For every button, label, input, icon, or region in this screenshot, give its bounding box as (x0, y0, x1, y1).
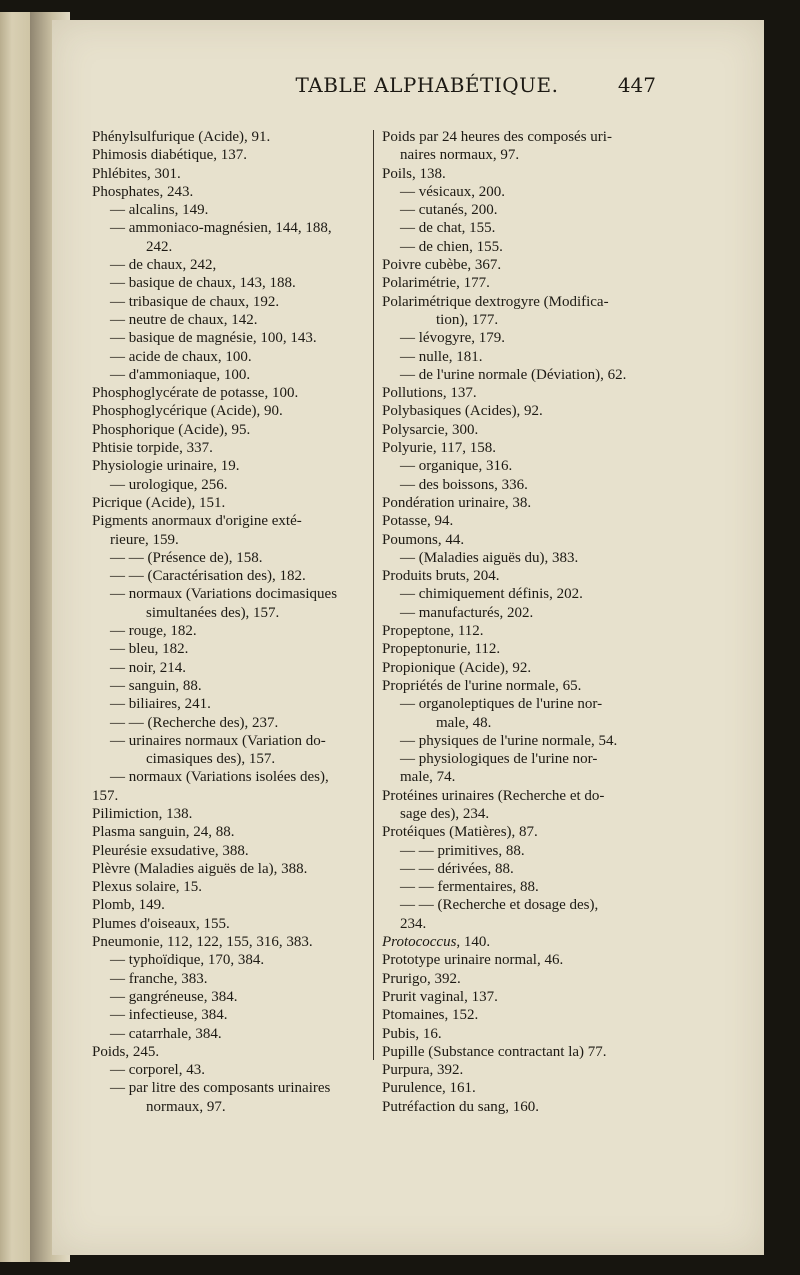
index-entry: — alcalins, 149. (110, 202, 209, 219)
index-entry: male, 74. (400, 769, 456, 786)
index-entry: — de chien, 155. (400, 238, 503, 255)
index-entry: — urinaires normaux (Variation do- (110, 732, 326, 749)
index-entry: Poids par 24 heures des composés uri- (382, 129, 612, 145)
index-entry: — — (Présence de), 158. (110, 549, 263, 566)
index-entry: — par litre des composants urinaires (110, 1080, 331, 1097)
index-entry: — de chat, 155. (400, 220, 496, 237)
index-entry: Prurit vaginal, 137. (382, 988, 498, 1005)
index-entry: Plomb, 149. (92, 897, 165, 914)
index-entry: — — dérivées, 88. (400, 860, 514, 877)
index-entry: — des boissons, 336. (400, 476, 528, 493)
index-entry: Phosphoglycérique (Acide), 90. (92, 403, 283, 420)
index-entry: Phosphorique (Acide), 95. (92, 421, 251, 438)
index-entry: — normaux (Variations isolées des), (110, 769, 329, 786)
index-entry: Phlébites, 301. (92, 165, 181, 182)
index-entry: — organoleptiques de l'urine nor- (400, 696, 603, 713)
index-entry: Phosphoglycérate de potasse, 100. (92, 385, 299, 402)
index-entry: — — (Recherche des), 237. (110, 714, 279, 731)
index-entry: simultanées des), 157. (146, 604, 280, 621)
index-entry: — noir, 214. (110, 659, 187, 676)
index-entry: — basique de chaux, 143, 188. (110, 275, 296, 292)
index-entry: — de chaux, 242, (110, 257, 217, 274)
index-entry: Pupille (Substance contractant la) 77. (382, 1043, 607, 1060)
index-entry: — organique, 316. (400, 458, 513, 475)
index-entry: — franche, 383. (110, 970, 208, 987)
index-entry: Poivre cubèbe, 367. (382, 257, 502, 274)
index-entry: Pneumonie, 112, 122, 155, 316, 383. (92, 934, 313, 951)
index-entry: Physiologie urinaire, 19. (92, 458, 240, 475)
index-entry: Pollutions, 137. (382, 385, 477, 402)
index-entry: — corporel, 43. (110, 1062, 205, 1079)
index-entry: tion), 177. (436, 311, 499, 328)
index-column-right (382, 128, 654, 1116)
index-entry: Phtisie torpide, 337. (92, 440, 213, 457)
index-entry: Picrique (Acide), 151. (92, 494, 226, 511)
index-entry: naires normaux, 97. (400, 147, 520, 164)
page-number: 447 (617, 73, 656, 97)
index-entry: — — primitives, 88. (400, 842, 525, 859)
index-entry: — ammoniaco-magnésien, 144, 188, (110, 220, 332, 237)
index-entry: Pleurésie exsudative, 388. (92, 842, 249, 859)
index-entry: — neutre de chaux, 142. (110, 311, 258, 328)
index-entry: — chimiquement définis, 202. (400, 586, 583, 603)
index-entry: — (Maladies aiguës du), 383. (400, 549, 579, 566)
column-divider (373, 130, 374, 1060)
index-entry: Polybasiques (Acides), 92. (382, 403, 543, 420)
index-entry: Pubis, 16. (382, 1025, 442, 1042)
index-entry: — acide de chaux, 100. (110, 348, 252, 365)
index-entry: — d'ammoniaque, 100. (110, 366, 251, 383)
index-entry: — physiologiques de l'urine nor- (400, 751, 598, 768)
index-entry: Protéiques (Matières), 87. (382, 824, 538, 841)
index-entry: Propeptonurie, 112. (382, 641, 501, 658)
index-entry: Plasma sanguin, 24, 88. (92, 824, 235, 841)
index-entry: Poids, 245. (92, 1043, 160, 1060)
index-entry: Propionique (Acide), 92. (382, 659, 532, 676)
index-entry: — — (Recherche et dosage des), (400, 897, 599, 914)
index-entry: Propeptone, 112. (382, 623, 484, 640)
index-entry: cimasiques des), 157. (146, 751, 276, 768)
index-entry: Ptomaines, 152. (382, 1007, 479, 1024)
index-entry: Phosphates, 243. (92, 183, 194, 200)
index-entry: — catarrhale, 384. (110, 1025, 222, 1042)
index-entry: Prurigo, 392. (382, 970, 461, 987)
index-entry: Pigments anormaux d'origine exté- (92, 513, 302, 530)
index-entry: Poumons, 44. (382, 531, 465, 548)
index-entry: 157. (92, 787, 119, 804)
index-entry: Polyurie, 117, 158. (382, 440, 497, 457)
index-entry: — de l'urine normale (Déviation), 62. (400, 366, 627, 383)
index-entry: Purulence, 161. (382, 1080, 476, 1097)
index-entry: — bleu, 182. (110, 641, 189, 658)
index-entry: — biliaires, 241. (110, 696, 211, 713)
index-entry: normaux, 97. (146, 1098, 226, 1115)
index-entry: Pondération urinaire, 38. (382, 494, 532, 511)
index-entry: — nulle, 181. (400, 348, 483, 365)
index-entry: Polarimétrique dextrogyre (Modifica- (382, 293, 609, 310)
index-entry: — basique de magnésie, 100, 143. (110, 330, 317, 347)
index-entry: — — fermentaires, 88. (400, 879, 539, 896)
index-entry: — sanguin, 88. (110, 677, 202, 694)
index-entry: — gangréneuse, 384. (110, 988, 238, 1005)
index-entry: Polysarcie, 300. (382, 421, 479, 438)
index-entry: Plèvre (Maladies aiguës de la), 388. (92, 860, 308, 877)
index-entry: sage des), 234. (400, 805, 490, 822)
index-entry: 242. (146, 238, 173, 255)
index-entry: — manufacturés, 202. (400, 604, 534, 621)
index-entry: Purpura, 392. (382, 1062, 464, 1079)
index-entry: — urologique, 256. (110, 476, 228, 493)
index-entry: Produits bruts, 204. (382, 568, 500, 585)
index-entry: Putréfaction du sang, 160. (382, 1098, 540, 1115)
index-entry: Propriétés de l'urine normale, 65. (382, 677, 582, 694)
index-entry: — vésicaux, 200. (400, 183, 505, 200)
index-entry: — infectieuse, 384. (110, 1007, 228, 1024)
index-entry: Protococcus, 140. (382, 934, 491, 951)
index-entry: Phimosis diabétique, 137. (92, 147, 247, 164)
index-entry: Polarimétrie, 177. (382, 275, 490, 292)
index-entry: Plexus solaire, 15. (92, 879, 202, 896)
index-entry: — typhoïdique, 170, 384. (110, 952, 265, 969)
running-head: TABLE ALPHABÉTIQUE. (295, 73, 559, 97)
index-entry: Protéines urinaires (Recherche et do- (382, 787, 605, 804)
index-entry: — rouge, 182. (110, 623, 197, 640)
index-column-left (92, 128, 370, 1116)
adjacent-page-edge (0, 12, 30, 1262)
index-entry: Potasse, 94. (382, 513, 454, 530)
index-entry: — normaux (Variations docimasiques (110, 586, 338, 603)
index-entry: — lévogyre, 179. (400, 330, 505, 347)
index-entry: Prototype urinaire normal, 46. (382, 952, 564, 969)
index-entry: — tribasique de chaux, 192. (110, 293, 280, 310)
index-entry: — physiques de l'urine normale, 54. (400, 732, 618, 749)
index-entry: Plumes d'oiseaux, 155. (92, 915, 230, 932)
index-entry: — — (Caractérisation des), 182. (110, 568, 306, 585)
index-entry: 234. (400, 915, 427, 932)
index-entry: Poils, 138. (382, 165, 446, 182)
index-entry: — cutanés, 200. (400, 202, 498, 219)
index-entry: Pilimiction, 138. (92, 805, 193, 822)
index-entry: Phénylsulfurique (Acide), 91. (92, 129, 271, 145)
index-entry: male, 48. (436, 714, 492, 731)
index-entry: rieure, 159. (110, 531, 179, 548)
